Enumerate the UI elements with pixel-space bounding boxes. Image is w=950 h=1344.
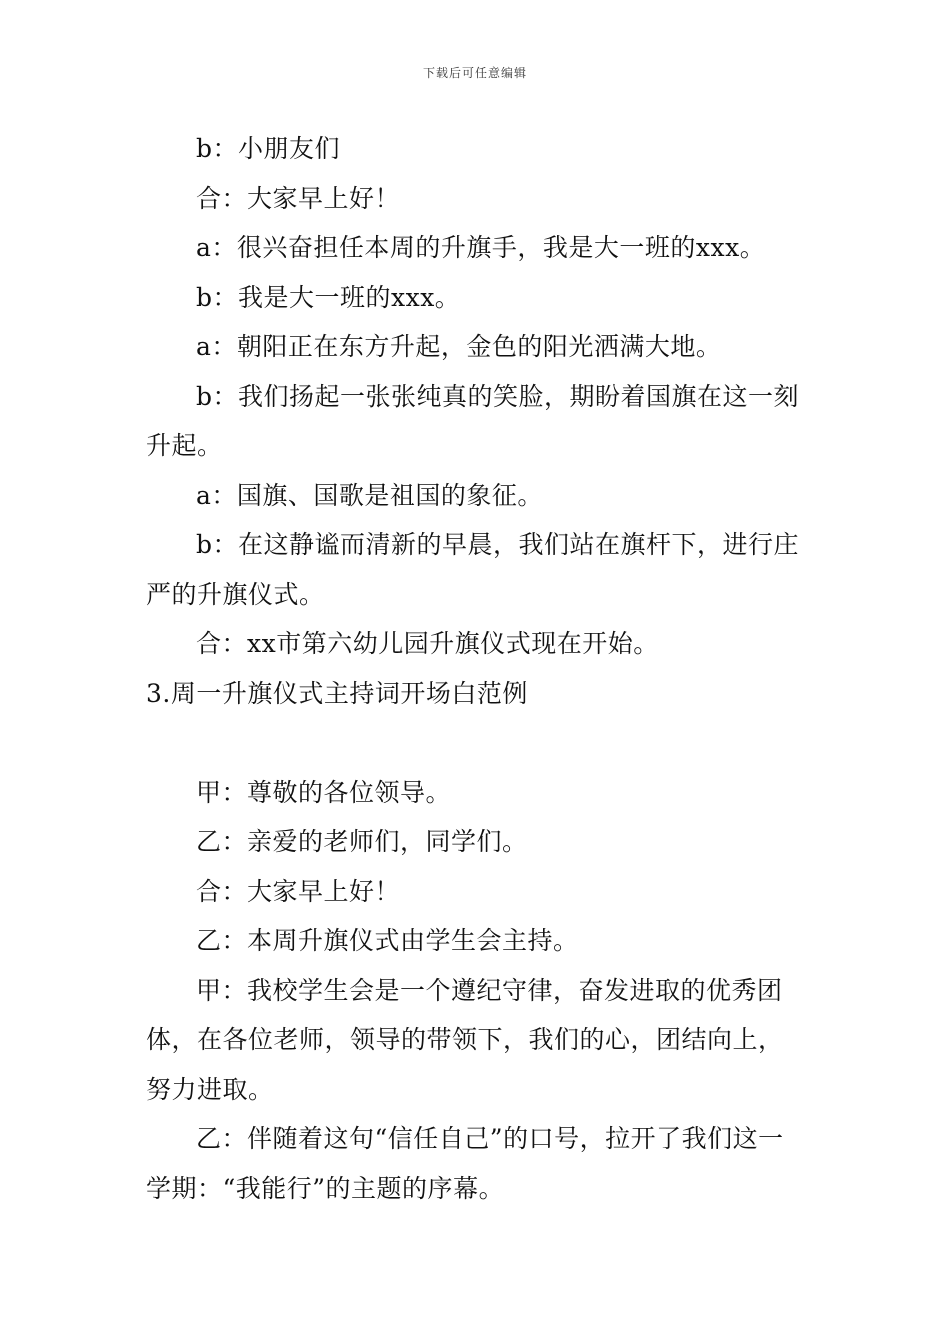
dialogue-line: 合：大家早上好！ — [196, 183, 401, 213]
dialogue-line: a：国旗、国歌是祖国的象征。 — [196, 480, 543, 510]
document-body — [146, 124, 806, 1213]
page-header-note: 下载后可任意编辑 — [422, 66, 527, 80]
dialogue-line: b：我们扬起一张张纯真的笑脸，期盼着国旗在这一刻升起。 — [146, 381, 800, 460]
section-heading: 3.周一升旗仪式主持词开场白范例 — [146, 678, 528, 708]
dialogue-line: a：朝阳正在东方升起，金色的阳光洒满大地。 — [196, 332, 722, 361]
dialogue-line: b：在这静谧而清新的早晨，我们站在旗杆下，进行庄严的升旗仪式。 — [146, 530, 800, 609]
dialogue-line: 乙：本周升旗仪式由学生会主持。 — [196, 926, 579, 955]
blank-line — [146, 718, 806, 768]
dialogue-line: 甲：尊敬的各位领导。 — [196, 777, 452, 807]
dialogue-line: a：很兴奋担任本周的升旗手，我是大一班的xxx。 — [196, 233, 766, 262]
dialogue-line: 合：大家早上好！ — [196, 876, 401, 906]
dialogue-line: 合：xx市第六幼儿园升旗仪式现在开始。 — [196, 629, 659, 658]
dialogue-line: b：小朋友们 — [196, 134, 341, 163]
dialogue-line: b：我是大一班的xxx。 — [196, 282, 461, 312]
dialogue-line: 乙：亲爱的老师们，同学们。 — [196, 827, 528, 856]
dialogue-line: 乙：伴随着这句“信任自己”的口号，拉开了我们这一学期：“我能行”的主题的序幕。 — [146, 1124, 784, 1203]
dialogue-line: 甲：我校学生会是一个遵纪守律，奋发进取的优秀团体，在各位老师，领导的带领下，我们的心，团结向上，努力进取。 — [146, 975, 784, 1104]
